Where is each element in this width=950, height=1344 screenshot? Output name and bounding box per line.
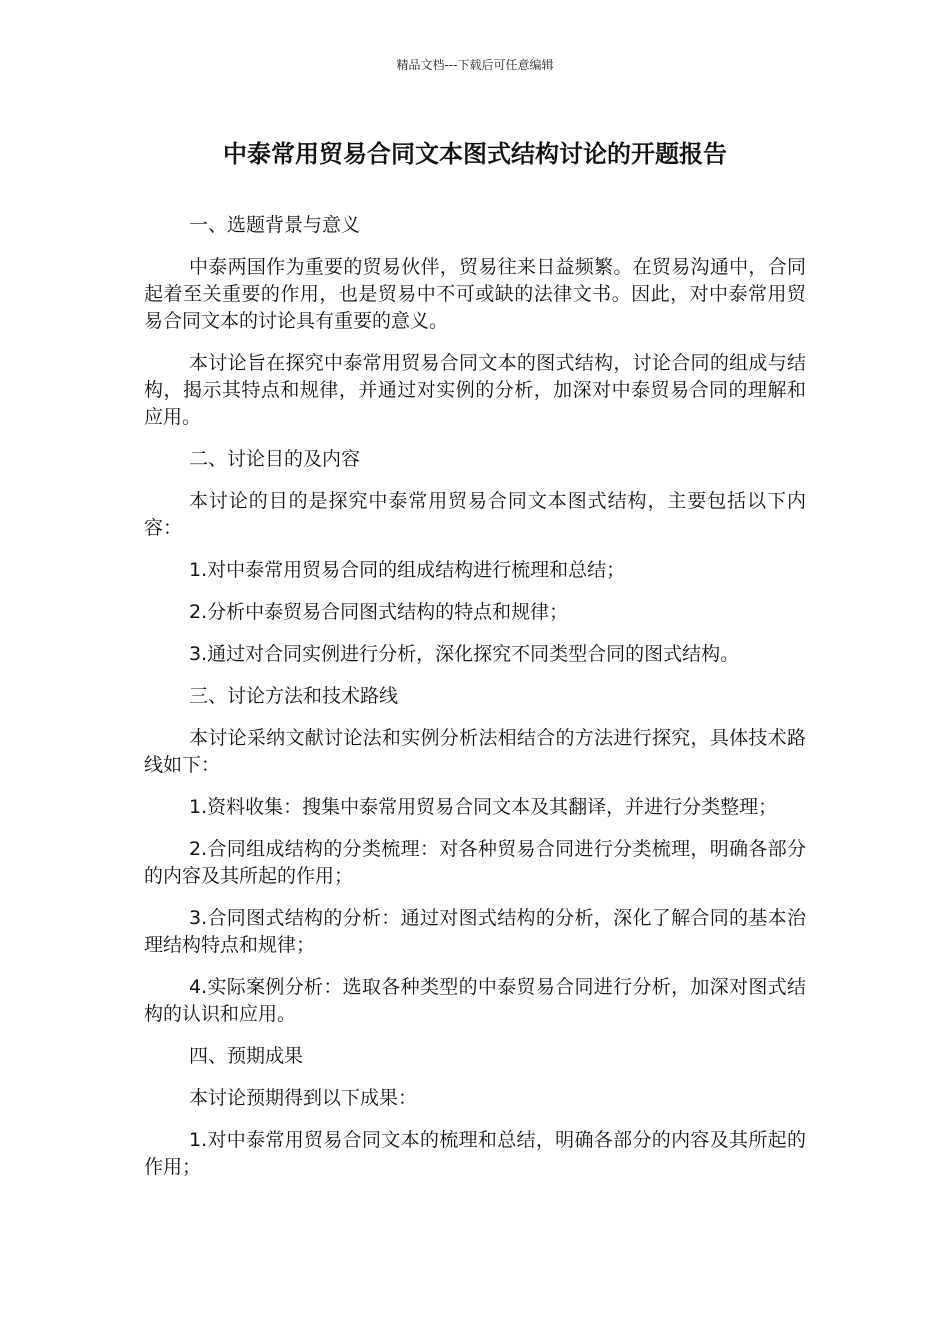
list-item: 1.对中泰常用贸易合同文本的梳理和总结，明确各部分的内容及其所起的作用； (144, 1129, 806, 1178)
paragraph: 本讨论旨在探究中泰常用贸易合同文本的图式结构，讨论合同的组成与结构，揭示其特点和规律，并通过对实例的分析，加深对中泰贸易合同的理解和应用。 (144, 352, 806, 428)
paragraph: 本讨论预期得到以下成果： (189, 1087, 418, 1109)
list-item: 1.资料收集：搜集中泰常用贸易合同文本及其翻译，并进行分类整理； (189, 796, 778, 818)
list-item: 3.通过对合同实例进行分析，深化探究不同类型合同的图式结构。 (189, 643, 740, 665)
document-title: 中泰常用贸易合同文本图式结构讨论的开题报告 (223, 140, 727, 168)
section-heading: 一、选题背景与意义 (189, 214, 361, 236)
list-item: 2.合同组成结构的分类梳理：对各种贸易合同进行分类梳理，明确各部分的内容及其所起的作用； (144, 838, 806, 887)
list-item: 4.实际案例分析：选取各种类型的中泰贸易合同进行分析，加深对图式结构的认识和应用。 (144, 976, 806, 1025)
paragraph: 本讨论的目的是探究中泰常用贸易合同文本图式结构，主要包括以下内容： (144, 490, 806, 539)
section-heading: 三、讨论方法和技术路线 (189, 685, 399, 707)
section-heading: 四、预期成果 (189, 1045, 304, 1067)
document-body (144, 212, 806, 1196)
list-item: 3.合同图式结构的分析：通过对图式结构的分析，深化了解合同的基本治理结构特点和规律； (144, 907, 806, 956)
section-heading: 二、讨论目的及内容 (189, 448, 361, 470)
list-item: 2.分析中泰贸易合同图式结构的特点和规律； (189, 601, 569, 623)
header-note: 精品文档---下载后可任意编辑 (396, 58, 554, 72)
paragraph: 中泰两国作为重要的贸易伙伴，贸易往来日益频繁。在贸易沟通中，合同起着至关重要的作用，也是贸易中不可或缺的法律文书。因此，对中泰常用贸易合同文本的讨论具有重要的意义。 (144, 256, 806, 332)
list-item: 1.对中泰常用贸易合同的组成结构进行梳理和总结； (189, 559, 626, 581)
paragraph: 本讨论采纳文献讨论法和实例分析法相结合的方法进行探究，具体技术路线如下： (144, 727, 806, 776)
